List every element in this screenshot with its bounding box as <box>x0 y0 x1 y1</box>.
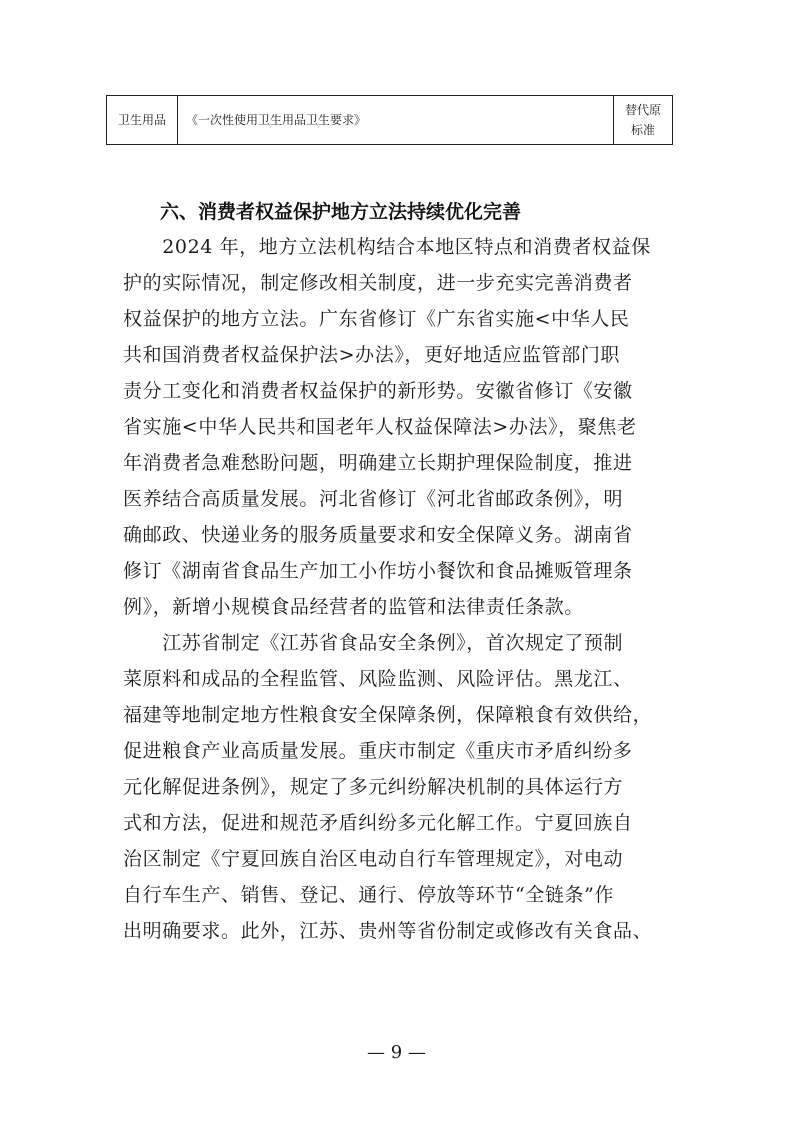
standards-table <box>106 95 673 145</box>
body-text-line: 例》，新增小规模食品经营者的监管和法律责任条款。 <box>123 596 584 618</box>
body-text-line: 省实施<中华人民共和国老年人权益保障法>办法》，聚焦老 <box>123 416 637 438</box>
body-text-line: 促进粮食产业高质量发展。重庆市制定《重庆市矛盾纠纷多 <box>123 740 633 762</box>
body-text-line: 江苏省制定《江苏省食品安全条例》，首次规定了预制 <box>123 632 624 654</box>
body-text-line: 出明确要求。此外，江苏、贵州等省份制定或修改有关食品、 <box>123 920 653 942</box>
table-cell-note <box>614 96 672 144</box>
section-heading: 六、消费者权益保护地方立法持续优化完善 <box>160 201 522 223</box>
table-note-line: 替代原 <box>624 103 661 117</box>
body-text-line: 年消费者急难愁盼问题，明确建立长期护理保险制度，推进 <box>123 452 633 474</box>
body-text-line: 自行车生产、销售、登记、通行、停放等环节“全链条”作 <box>123 884 615 906</box>
table-cell-category: 卫生用品 <box>107 96 178 144</box>
body-text-line: 医养结合高质量发展。河北省修订《河北省邮政条例》，明 <box>123 488 624 510</box>
body-text-line: 2024 年，地方立法机构结合本地区特点和消费者权益保 <box>123 236 651 258</box>
body-text-line: 元化解促进条例》，规定了多元纠纷解决机制的具体运行方 <box>123 776 624 798</box>
body-text-line: 式和方法，促进和规范矛盾纠纷多元化解工作。宁夏回族自 <box>123 812 633 834</box>
page-number: — 9 — <box>367 1042 426 1063</box>
body-text-line: 修订《湖南省食品生产加工小作坊小餐饮和食品摊贩管理条 <box>123 560 633 582</box>
table-note-line: 标准 <box>630 123 655 137</box>
body-text-line: 确邮政、快递业务的服务质量要求和安全保障义务。湖南省 <box>123 524 633 546</box>
body-text-line: 共和国消费者权益保护法>办法》，更好地适应监管部门职 <box>123 344 621 366</box>
body-text-line: 责分工变化和消费者权益保护的新形势。安徽省修订《安徽 <box>123 380 633 402</box>
body-text-line: 菜原料和成品的全程监管、风险监测、风险评估。黑龙江、 <box>123 668 633 690</box>
table-cell-standard: 《一次性使用卫生用品卫生要求》 <box>178 96 614 144</box>
body-text-line: 护的实际情况，制定修改相关制度，进一步充实完善消费者 <box>123 272 633 294</box>
body-text-line: 治区制定《宁夏回族自治区电动自行车管理规定》，对电动 <box>123 848 624 870</box>
body-text-line: 福建等地制定地方性粮食安全保障条例，保障粮食有效供给， <box>123 704 653 726</box>
body-text-line: 权益保护的地方立法。广东省修订《广东省实施<中华人民 <box>123 308 630 330</box>
